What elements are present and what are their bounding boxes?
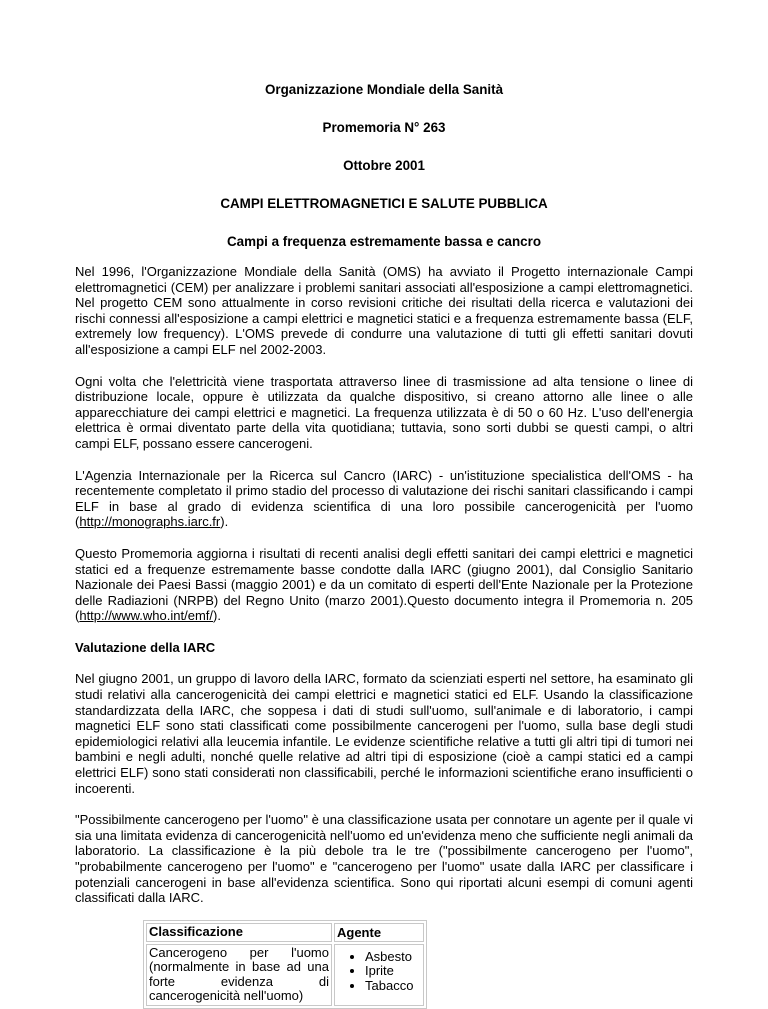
agent-cell: [334, 944, 424, 1006]
document-page: [75, 82, 693, 1009]
date-heading: Ottobre 2001: [343, 158, 425, 173]
section-heading-iarc-evaluation: Valutazione della IARC: [75, 639, 216, 655]
classification-table: [143, 920, 427, 1009]
table-row: [146, 944, 424, 1006]
document-title: CAMPI ELETTROMAGNETICI E SALUTE PUBBLICA: [220, 196, 548, 211]
organization-heading: Organizzazione Mondiale della Sanità: [264, 82, 504, 97]
document-subtitle: Campi a frequenza estremamente bassa e cancro: [226, 234, 542, 249]
list-item: • Asbesto: [365, 950, 421, 965]
who-emf-link[interactable]: http://www.who.int/emf/: [79, 608, 214, 624]
memo-number-heading: Promemoria N° 263: [322, 120, 446, 135]
iarc-monographs-link[interactable]: http://monographs.iarc.fr: [79, 514, 221, 530]
paragraph-iarc: L'Agenzia Internazionale per la Ricerca sul Cancro (IARC) - un'istituzione specialistica dell'OMS - ha recentemente completato il primo stadio del processo di valutazione dei rischi sanitari classificando i campi ELF in base al grado di evidenza scientifica di una loro possibile cancerogenicità per l'uomo (http://monographs.iarc.fr).: [75, 467, 693, 530]
list-item: • Iprite: [365, 964, 421, 979]
paragraph-electricity: Ogni volta che l'elettricità viene trasportata attraverso linee di trasmissione ad alta tensione o linee di distribuzione locale, oppure è utilizzata da qualche dispositivo, si creano attorno alle linee o alle apparecchiature dei campi elettrici e magnetici. La frequenza utilizzata è di 50 o 60 Hz. L'uso dell'energia elettrica è ormai diventato parte della vita quotidiana; tuttavia, sono sorti dubbi se questi campi, o altri campi ELF, possano essere cancerogeni.: [75, 373, 693, 451]
header-classification: Classificazione: [146, 923, 332, 942]
table-header-row: [146, 923, 424, 942]
paragraph-iarc-evaluation: Nel giugno 2001, un gruppo di lavoro della IARC, formato da scienziati esperti nel settore, ha esaminato gli studi relativi alla cancerogenicità dei campi elettrici e magnetici statici ed ELF. Usando la classificazione standardizzata della IARC, che soppesa i dati di studi sull'uomo, sull'animale e di laboratorio, i campi magnetici ELF sono stati classificati come possibilmente cancerogeni per l'uomo, sulla base degli studi epidemiologici relativi alla leucemia infantile. Le evidenze scientifiche relative a tutti gli altri tipi di tumori nei bambini e negli adulti, nonché quelle relative ad altri tipi di esposizione (cioè a campi statici ed a campi elettrici ELF) sono stati considerati non classificabili, perché le informazioni scientifiche erano insufficienti o incoerenti.: [75, 671, 693, 796]
agent-list: [337, 950, 421, 994]
classification-cell: Cancerogeno per l'uomo (normalmente in base ad una forte evidenza di cancerogenicità nell'uomo): [146, 944, 332, 1006]
paragraph-classification: "Possibilmente cancerogeno per l'uomo" è una classificazione usata per connotare un agente per il quale vi sia una limitata evidenza di cancerogenicità nell'uomo ed un'evidenza meno che sufficiente negli animali da laboratorio. La classificazione è la più debole tra le tre ("possibilmente cancerogeno per l'uomo", "probabilmente cancerogeno per l'uomo" e "cancerogeno per l'uomo" usate dalla IARC per classificare i potenziali cancerogeni in base all'evidenza scientifica. Sono qui riportati alcuni esempi di comuni agenti classificati dalla IARC.: [75, 812, 693, 906]
header-agent: Agente: [334, 923, 424, 942]
paragraph-intro: Nel 1996, l'Organizzazione Mondiale della Sanità (OMS) ha avviato il Progetto internazionale Campi elettromagnetici (CEM) per analizzare i problemi sanitari associati all'esposizione a campi elettromagnetici. Nel progetto CEM sono attualmente in corso revisioni critiche dei risultati della ricerca e valutazioni dei rischi connessi all'esposizione a campi elettrici e magnetici statici e a frequenza estremamente bassa (ELF, extremely low frequency). L'OMS prevede di condurre una valutazione di tutti gli effetti sanitari dovuti all'esposizione a campi ELF nel 2002-2003.: [75, 264, 693, 357]
paragraph-update: Questo Promemoria aggiorna i risultati di recenti analisi degli effetti sanitari dei campi elettrici e magnetici statici ed a frequenze estremamente basse condotte dalla IARC (giugno 2001), dal Consiglio Sanitario Nazionale dei Paesi Bassi (maggio 2001) e da un comitato di esperti dell'Ente Nazionale per la Protezione delle Radiazioni (NRPB) del Regno Unito (marzo 2001).Questo documento integra il Promemoria n. 205 (http://www.who.int/emf/).: [75, 545, 693, 624]
list-item: • Tabacco: [365, 979, 421, 994]
